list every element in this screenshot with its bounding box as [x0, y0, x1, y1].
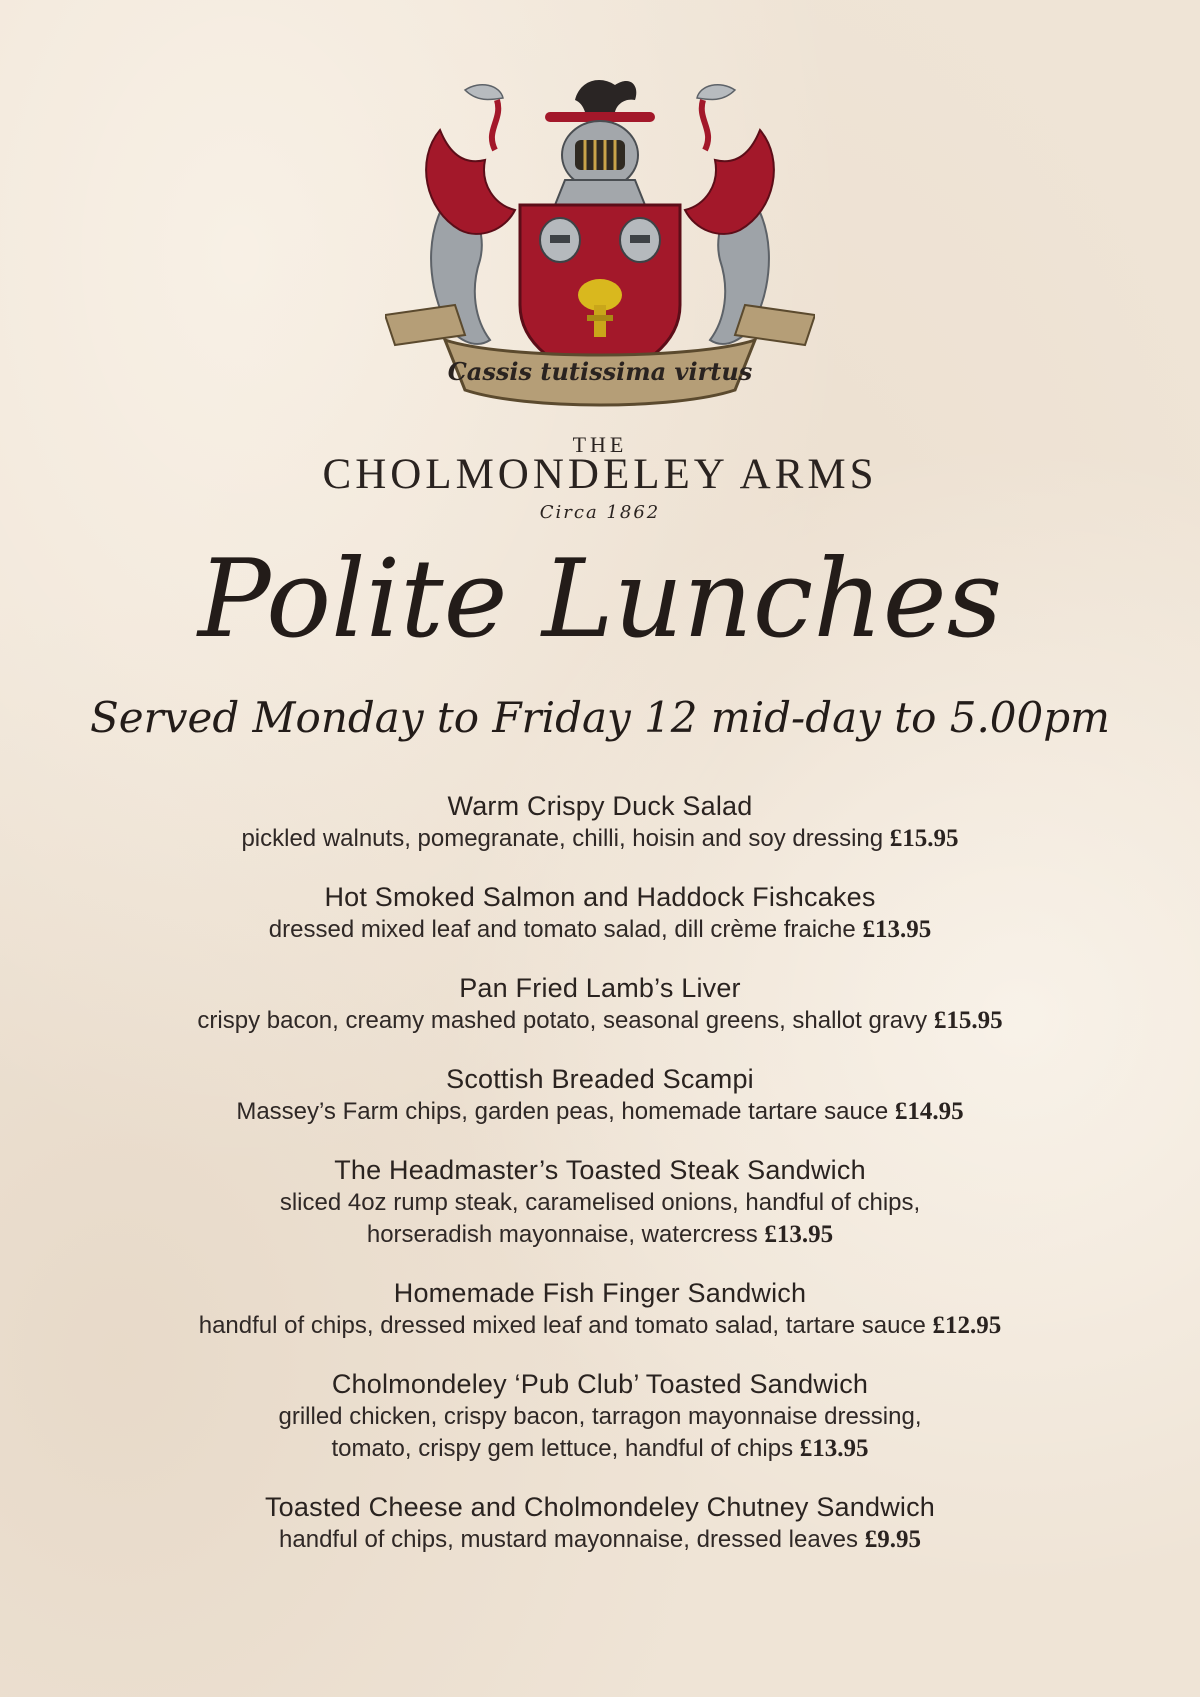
dish-price: £13.95 [764, 1221, 834, 1248]
dish-description-line: crispy bacon, creamy mashed potato, seasonal greens, shallot gravy [197, 1007, 928, 1034]
dish-description [100, 914, 1100, 946]
dish-name: Pan Fried Lamb’s Liver [459, 973, 741, 1003]
dish-price: £12.95 [932, 1312, 1002, 1339]
menu-item [100, 1491, 1100, 1556]
dish-name: Cholmondeley ‘Pub Club’ Toasted Sandwich [331, 1369, 869, 1399]
circa-date: Circa 1862 [539, 502, 661, 523]
venue-name: CHOLMONDELEY ARMS [322, 451, 878, 498]
dish-name: Hot Smoked Salmon and Haddock Fishcakes [324, 882, 876, 912]
dish-description [100, 1401, 1100, 1465]
dish-name: The Headmaster’s Toasted Steak Sandwich [334, 1155, 866, 1185]
dish-description-line: tomato, crispy gem lettuce, handful of chips [331, 1435, 794, 1462]
dish-description [100, 1524, 1100, 1556]
svg-text:Cassis tutissima virtus: Cassis tutissima virtus [447, 357, 753, 386]
dish-description-line: handful of chips, mustard mayonnaise, dressed leaves [279, 1526, 859, 1553]
menu-item [100, 972, 1100, 1037]
dish-name: Scottish Breaded Scampi [446, 1064, 754, 1094]
dish-description [100, 823, 1100, 855]
the-label: THE [572, 432, 628, 457]
dish-price: £15.95 [889, 825, 959, 852]
dish-description-line: handful of chips, dressed mixed leaf and tomato salad, tartare sauce [198, 1312, 926, 1339]
dish-name: Warm Crispy Duck Salad [447, 791, 753, 821]
dish-description [100, 1005, 1100, 1037]
menu-item [100, 1154, 1100, 1251]
dish-name: Homemade Fish Finger Sandwich [393, 1278, 807, 1308]
dish-price: £14.95 [894, 1098, 964, 1125]
menu-item [100, 1277, 1100, 1342]
dish-description [100, 1187, 1100, 1251]
menu-title: Polite Lunches [197, 537, 1003, 662]
menu-item [100, 881, 1100, 946]
dish-description-line: dressed mixed leaf and tomato salad, dill crème fraiche [268, 916, 856, 943]
dish-description [100, 1310, 1100, 1342]
dish-description-line: sliced 4oz rump steak, caramelised onions, handful of chips, [279, 1189, 921, 1216]
coat-of-arms-crest-icon [385, 70, 815, 430]
menu-list [100, 790, 1100, 1582]
dish-description [100, 1096, 1100, 1128]
menu-item [100, 790, 1100, 855]
dish-price: £13.95 [862, 916, 932, 943]
menu-item [100, 1368, 1100, 1465]
dish-price: £13.95 [799, 1435, 869, 1462]
serving-hours: Served Monday to Friday 12 mid-day to 5.00pm [90, 693, 1110, 742]
dish-price: £9.95 [864, 1526, 921, 1553]
dish-description-line: horseradish mayonnaise, watercress [366, 1221, 758, 1248]
dish-name: Toasted Cheese and Cholmondeley Chutney Sandwich [264, 1492, 936, 1522]
dish-description-line: pickled walnuts, pomegranate, chilli, hoisin and soy dressing [241, 825, 884, 852]
menu-item [100, 1063, 1100, 1128]
dish-description-line: Massey’s Farm chips, garden peas, homemade tartare sauce [236, 1098, 889, 1125]
dish-price: £15.95 [933, 1007, 1003, 1034]
dish-description-line: grilled chicken, crispy bacon, tarragon mayonnaise dressing, [278, 1403, 922, 1430]
